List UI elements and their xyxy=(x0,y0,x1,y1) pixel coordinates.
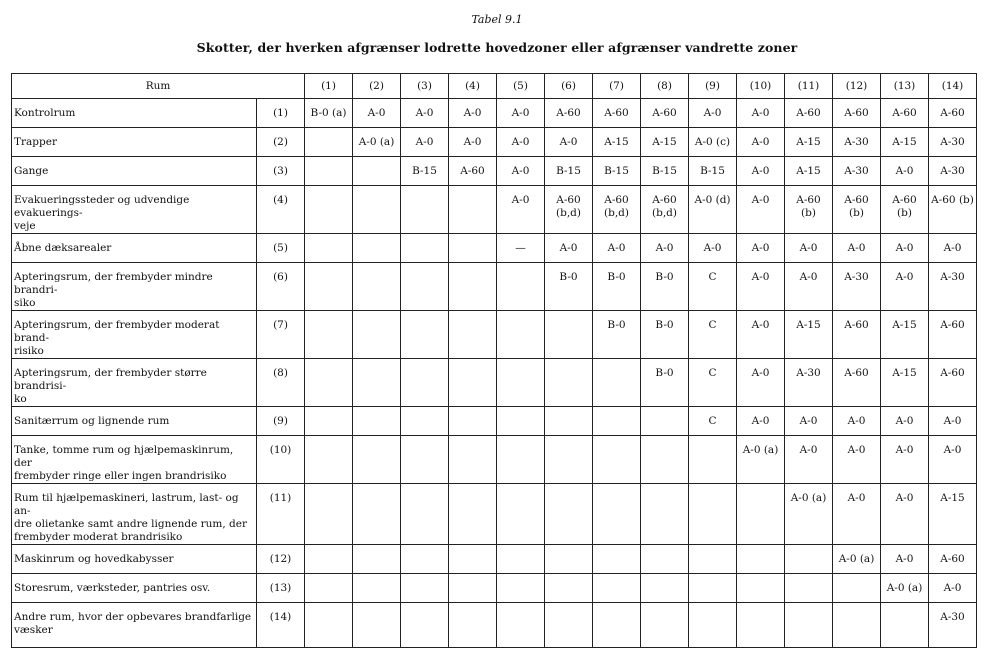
column-header: (4) xyxy=(449,74,497,99)
table-cell: A-0 xyxy=(881,263,929,311)
table-cell: A-60 xyxy=(881,99,929,128)
room-label: Åbne dæksarealer xyxy=(12,234,257,263)
table-cell: A-15 xyxy=(881,311,929,359)
table-cell: A-0 xyxy=(881,157,929,186)
table-cell: A-60 xyxy=(929,359,977,407)
table-cell xyxy=(545,545,593,574)
table-cell: B-15 xyxy=(641,157,689,186)
table-cell xyxy=(401,263,449,311)
room-label: Apteringsrum, der frembyder større brandrisi- ko xyxy=(12,359,257,407)
table-cell: B-0 xyxy=(545,263,593,311)
table-cell xyxy=(401,311,449,359)
table-cell xyxy=(497,603,545,648)
table-cell xyxy=(449,359,497,407)
table-cell xyxy=(545,574,593,603)
table-cell: A-0 xyxy=(833,484,881,545)
table-title: Skotter, der hverken afgrænser lodrette hovedzoner eller afgrænser vandrette zoner xyxy=(196,40,798,55)
table-cell: C xyxy=(689,263,737,311)
table-cell xyxy=(305,436,353,484)
room-number: (12) xyxy=(257,545,305,574)
table-cell: A-0 xyxy=(833,234,881,263)
table-row xyxy=(12,157,977,186)
table-cell: A-0 xyxy=(449,128,497,157)
table-cell: A-0 (a) xyxy=(881,574,929,603)
table-cell xyxy=(497,359,545,407)
table-cell xyxy=(545,311,593,359)
table-cell: A-0 xyxy=(737,359,785,407)
table-cell xyxy=(449,263,497,311)
table-cell xyxy=(353,157,401,186)
table-row xyxy=(12,311,977,359)
room-label: Evakueringssteder og udvendige evakuerings- veje xyxy=(12,186,257,234)
table-cell: A-0 (d) xyxy=(689,186,737,234)
table-cell xyxy=(545,359,593,407)
table-cell: A-15 xyxy=(881,359,929,407)
table-cell xyxy=(449,186,497,234)
table-row xyxy=(12,128,977,157)
table-body xyxy=(12,99,977,648)
table-cell: A-0 xyxy=(881,545,929,574)
table-cell: A-60 xyxy=(929,545,977,574)
table-cell xyxy=(737,603,785,648)
table-cell xyxy=(305,311,353,359)
room-number: (2) xyxy=(257,128,305,157)
table-cell xyxy=(737,545,785,574)
table-cell xyxy=(305,263,353,311)
column-header: (8) xyxy=(641,74,689,99)
table-cell xyxy=(449,484,497,545)
table-row xyxy=(12,359,977,407)
room-label: Storesrum, værksteder, pantries osv. xyxy=(12,574,257,603)
table-row xyxy=(12,234,977,263)
table-cell: A-60 xyxy=(833,359,881,407)
table-cell xyxy=(641,545,689,574)
table-cell: A-60 xyxy=(785,99,833,128)
table-cell xyxy=(401,407,449,436)
column-header: (5) xyxy=(497,74,545,99)
table-cell: A-0 xyxy=(497,99,545,128)
room-number: (8) xyxy=(257,359,305,407)
table-cell xyxy=(737,574,785,603)
table-cell: A-60 (b,d) xyxy=(641,186,689,234)
table-row xyxy=(12,436,977,484)
table-cell: A-30 xyxy=(929,603,977,648)
table-cell: A-15 xyxy=(785,128,833,157)
room-number: (10) xyxy=(257,436,305,484)
table-cell xyxy=(545,603,593,648)
room-label: Kontrolrum xyxy=(12,99,257,128)
column-header: (9) xyxy=(689,74,737,99)
table-cell: A-0 xyxy=(737,234,785,263)
table-cell: A-0 xyxy=(929,436,977,484)
table-cell xyxy=(881,603,929,648)
table-cell xyxy=(353,311,401,359)
table-cell: A-0 xyxy=(737,99,785,128)
table-cell: B-15 xyxy=(593,157,641,186)
table-cell: A-0 xyxy=(641,234,689,263)
table-cell: A-0 xyxy=(881,234,929,263)
table-cell: A-0 xyxy=(881,407,929,436)
table-cell: B-15 xyxy=(545,157,593,186)
column-header: (3) xyxy=(401,74,449,99)
room-label: Tanke, tomme rum og hjælpemaskinrum, der frembyder ringe eller ingen brandrisiko xyxy=(12,436,257,484)
table-cell xyxy=(497,574,545,603)
table-cell xyxy=(641,407,689,436)
table-cell xyxy=(833,574,881,603)
room-number: (5) xyxy=(257,234,305,263)
table-cell: A-0 (a) xyxy=(737,436,785,484)
table-cell: A-0 (c) xyxy=(689,128,737,157)
table-cell xyxy=(545,407,593,436)
room-label: Sanitærrum og lignende rum xyxy=(12,407,257,436)
table-cell: A-0 xyxy=(737,128,785,157)
table-cell: A-0 xyxy=(737,311,785,359)
table-cell: A-0 xyxy=(593,234,641,263)
table-cell xyxy=(545,436,593,484)
table-cell xyxy=(593,603,641,648)
table-cell xyxy=(305,186,353,234)
table-cell: C xyxy=(689,359,737,407)
room-label: Apteringsrum, der frembyder moderat brand- risiko xyxy=(12,311,257,359)
table-cell xyxy=(593,407,641,436)
table-cell: A-0 xyxy=(449,99,497,128)
table-cell: A-30 xyxy=(929,128,977,157)
column-header: (6) xyxy=(545,74,593,99)
room-label: Andre rum, hvor der opbevares brandfarlige væsker xyxy=(12,603,257,648)
table-cell xyxy=(401,574,449,603)
table-cell xyxy=(449,603,497,648)
table-cell: A-0 xyxy=(737,157,785,186)
table-cell xyxy=(641,436,689,484)
table-cell: A-0 xyxy=(785,234,833,263)
table-cell: A-15 xyxy=(593,128,641,157)
table-cell: A-15 xyxy=(641,128,689,157)
fire-integrity-table xyxy=(11,73,977,648)
table-cell xyxy=(689,574,737,603)
table-cell: A-60 xyxy=(833,311,881,359)
table-cell xyxy=(593,484,641,545)
table-cell: A-0 xyxy=(545,128,593,157)
table-cell: A-60 xyxy=(545,99,593,128)
table-cell: A-60 (b) xyxy=(785,186,833,234)
table-cell: A-60 (b) xyxy=(929,186,977,234)
table-cell xyxy=(689,545,737,574)
table-cell xyxy=(449,311,497,359)
table-cell: B-0 xyxy=(641,263,689,311)
table-cell: A-0 xyxy=(929,234,977,263)
table-cell: A-0 xyxy=(401,128,449,157)
header-rum: Rum xyxy=(12,74,305,99)
table-cell: C xyxy=(689,311,737,359)
table-cell xyxy=(689,603,737,648)
table-cell xyxy=(689,484,737,545)
table-cell xyxy=(353,603,401,648)
table-cell xyxy=(737,484,785,545)
table-cell xyxy=(305,359,353,407)
table-cell: B-0 xyxy=(641,311,689,359)
table-cell xyxy=(497,545,545,574)
table-cell xyxy=(497,436,545,484)
table-cell xyxy=(401,234,449,263)
table-row xyxy=(12,484,977,545)
table-row xyxy=(12,603,977,648)
table-cell xyxy=(305,484,353,545)
column-header: (10) xyxy=(737,74,785,99)
room-number: (6) xyxy=(257,263,305,311)
table-cell: A-0 xyxy=(881,436,929,484)
table-cell xyxy=(353,574,401,603)
table-cell: A-30 xyxy=(929,157,977,186)
table-row xyxy=(12,186,977,234)
room-number: (9) xyxy=(257,407,305,436)
table-cell: C xyxy=(689,407,737,436)
table-cell: A-15 xyxy=(785,311,833,359)
table-row xyxy=(12,263,977,311)
table-cell xyxy=(401,186,449,234)
room-label: Maskinrum og hovedkabysser xyxy=(12,545,257,574)
table-cell xyxy=(449,234,497,263)
table-cell xyxy=(401,545,449,574)
table-cell xyxy=(353,359,401,407)
table-cell: A-60 xyxy=(593,99,641,128)
table-row xyxy=(12,574,977,603)
table-cell: A-0 xyxy=(929,574,977,603)
table-cell xyxy=(305,234,353,263)
table-row xyxy=(12,99,977,128)
table-cell: A-0 xyxy=(737,407,785,436)
room-label: Trapper xyxy=(12,128,257,157)
table-cell xyxy=(497,407,545,436)
table-cell xyxy=(497,263,545,311)
table-cell xyxy=(401,359,449,407)
table-cell: A-0 xyxy=(497,186,545,234)
table-cell: A-0 (a) xyxy=(353,128,401,157)
table-cell: A-60 xyxy=(929,99,977,128)
table-cell xyxy=(353,484,401,545)
table-cell: A-0 xyxy=(785,263,833,311)
table-cell: A-0 (a) xyxy=(785,484,833,545)
table-cell: A-60 (b) xyxy=(833,186,881,234)
table-row xyxy=(12,545,977,574)
table-cell xyxy=(353,234,401,263)
table-cell xyxy=(689,436,737,484)
table-cell: A-0 xyxy=(689,234,737,263)
table-cell xyxy=(449,436,497,484)
table-cell xyxy=(305,574,353,603)
table-cell: A-0 xyxy=(353,99,401,128)
table-cell xyxy=(401,484,449,545)
table-cell xyxy=(353,436,401,484)
table-cell xyxy=(593,574,641,603)
column-header: (7) xyxy=(593,74,641,99)
table-cell: A-0 xyxy=(833,436,881,484)
table-cell xyxy=(497,484,545,545)
table-cell: A-60 xyxy=(929,311,977,359)
room-number: (1) xyxy=(257,99,305,128)
table-cell xyxy=(449,545,497,574)
table-cell xyxy=(353,263,401,311)
table-cell xyxy=(641,484,689,545)
table-cell xyxy=(641,603,689,648)
table-cell: B-15 xyxy=(401,157,449,186)
table-cell xyxy=(785,545,833,574)
table-cell xyxy=(785,574,833,603)
table-row xyxy=(12,407,977,436)
room-number: (11) xyxy=(257,484,305,545)
table-cell: B-15 xyxy=(689,157,737,186)
table-cell xyxy=(785,603,833,648)
table-cell: A-0 xyxy=(881,484,929,545)
room-number: (13) xyxy=(257,574,305,603)
table-cell: A-0 xyxy=(785,407,833,436)
table-cell xyxy=(305,603,353,648)
table-cell: A-30 xyxy=(833,263,881,311)
table-cell xyxy=(401,603,449,648)
header-row xyxy=(12,74,977,99)
table-cell: A-0 xyxy=(833,407,881,436)
table-cell: A-15 xyxy=(785,157,833,186)
table-cell: A-0 xyxy=(545,234,593,263)
room-label: Gange xyxy=(12,157,257,186)
table-cell xyxy=(305,128,353,157)
table-cell xyxy=(497,311,545,359)
table-cell: — xyxy=(497,234,545,263)
table-cell xyxy=(401,436,449,484)
table-cell: A-60 xyxy=(833,99,881,128)
table-cell xyxy=(305,157,353,186)
table-cell xyxy=(593,359,641,407)
table-cell xyxy=(641,574,689,603)
room-label: Rum til hjælpemaskineri, lastrum, last- og an- dre olietanke samt andre lignende rum, der frembyder moderat brandrisiko xyxy=(12,484,257,545)
column-header: (2) xyxy=(353,74,401,99)
table-cell: A-30 xyxy=(929,263,977,311)
table-cell: A-0 xyxy=(737,263,785,311)
table-cell: A-30 xyxy=(833,157,881,186)
table-cell: A-60 (b,d) xyxy=(593,186,641,234)
table-cell xyxy=(593,545,641,574)
table-cell: B-0 (a) xyxy=(305,99,353,128)
room-number: (14) xyxy=(257,603,305,648)
table-cell xyxy=(305,407,353,436)
column-header: (13) xyxy=(881,74,929,99)
table-cell xyxy=(593,436,641,484)
table-cell: A-30 xyxy=(833,128,881,157)
table-cell xyxy=(353,186,401,234)
table-cell: A-0 xyxy=(497,157,545,186)
room-number: (3) xyxy=(257,157,305,186)
table-cell: A-0 xyxy=(737,186,785,234)
room-number: (7) xyxy=(257,311,305,359)
table-cell: B-0 xyxy=(641,359,689,407)
table-cell xyxy=(545,484,593,545)
column-header: (12) xyxy=(833,74,881,99)
table-cell: A-15 xyxy=(929,484,977,545)
column-header: (11) xyxy=(785,74,833,99)
table-cell: A-0 xyxy=(689,99,737,128)
table-cell: A-60 xyxy=(641,99,689,128)
table-cell xyxy=(449,407,497,436)
table-cell xyxy=(305,545,353,574)
table-cell: A-60 xyxy=(449,157,497,186)
table-cell: B-0 xyxy=(593,263,641,311)
table-cell: A-0 (a) xyxy=(833,545,881,574)
column-header: (1) xyxy=(305,74,353,99)
table-cell: A-60 (b,d) xyxy=(545,186,593,234)
room-number: (4) xyxy=(257,186,305,234)
table-cell: A-15 xyxy=(881,128,929,157)
table-cell xyxy=(833,603,881,648)
table-cell: A-0 xyxy=(785,436,833,484)
table-cell: B-0 xyxy=(593,311,641,359)
table-cell: A-60 (b) xyxy=(881,186,929,234)
table-cell xyxy=(353,407,401,436)
table-caption: Tabel 9.1 xyxy=(471,13,523,26)
column-header: (14) xyxy=(929,74,977,99)
table-cell xyxy=(353,545,401,574)
table-cell: A-0 xyxy=(929,407,977,436)
table-cell: A-0 xyxy=(401,99,449,128)
table-cell xyxy=(449,574,497,603)
table-cell: A-0 xyxy=(497,128,545,157)
table-cell: A-30 xyxy=(785,359,833,407)
room-label: Apteringsrum, der frembyder mindre brandri- siko xyxy=(12,263,257,311)
